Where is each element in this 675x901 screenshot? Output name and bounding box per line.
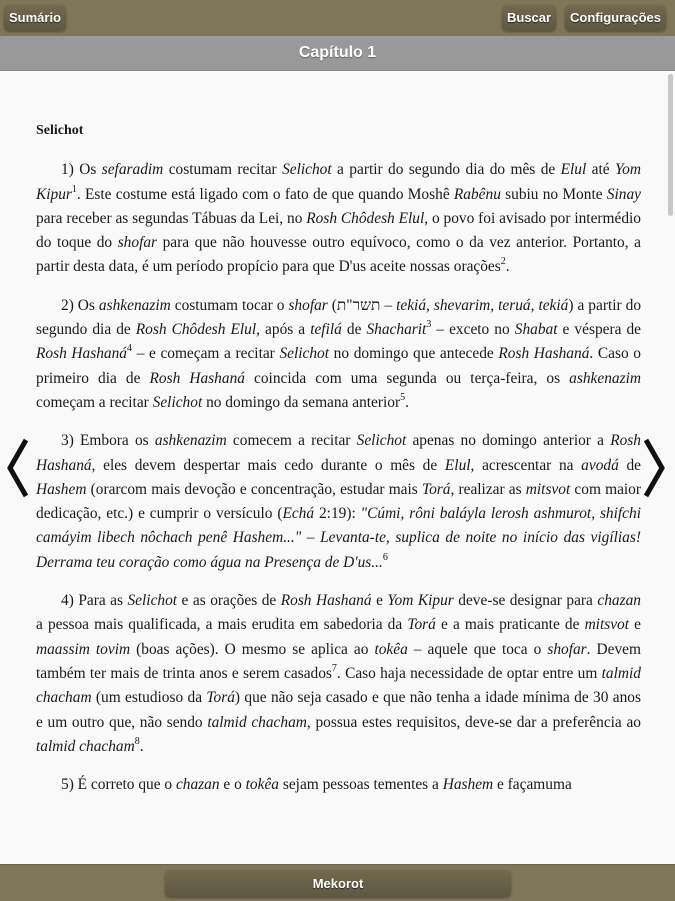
footnote-ref[interactable]: 6 (382, 551, 388, 563)
italic-term: Elul (444, 456, 471, 474)
text-run: a partir do segundo dia do mês de (331, 161, 561, 179)
paragraph (36, 158, 641, 279)
text-run: e a mais praticante de (435, 616, 585, 634)
italic-term: Selichot (152, 393, 203, 411)
italic-term: sefaradim (101, 161, 164, 179)
italic-term: talmid chacham (207, 713, 307, 731)
italic-term: ashkenazim (154, 432, 227, 450)
italic-term: Hashem (36, 480, 87, 498)
italic-term: tekiá, shevarim, teruá, tekiá (396, 296, 569, 314)
italic-term: tokêa (245, 776, 279, 794)
footnote-ref[interactable]: 4 (127, 343, 132, 355)
text-run: . (505, 258, 510, 276)
text-run: apenas no domingo anterior a (406, 432, 611, 450)
text-run: e as orações de (177, 592, 281, 610)
italic-term: Selichot (279, 345, 330, 363)
italic-term: shofar (547, 640, 587, 658)
italic-term: talmid chacham (36, 664, 641, 707)
text-run: 2) Os (61, 296, 99, 314)
text-run: (boas ações). O mesmo se aplica ao (130, 640, 375, 658)
text-run: 2:19): (314, 505, 361, 523)
chevron-left-icon (4, 436, 32, 500)
text-run: sejam pessoas tementes a (279, 776, 443, 794)
text-run: 1) Os (61, 161, 102, 179)
text-run: . Este costume está ligado com o fato de que quando Moshê (76, 185, 454, 203)
text-run: 5) É correto que o (61, 776, 176, 794)
italic-term: tefilá (310, 321, 342, 339)
text-run: com maior dedicação, etc.) e cumprir o versículo ( (36, 480, 641, 523)
text-run: costumam tocar o (170, 296, 289, 314)
italic-term: Rosh Chôdesh Elul (135, 321, 257, 339)
text-run: (um estudioso da (91, 689, 207, 707)
italic-term: shofar (117, 234, 158, 252)
italic-term: shofar (288, 296, 328, 314)
next-page-button[interactable] (640, 436, 668, 500)
text-run: e véspera de (557, 321, 642, 339)
italic-term: ashkenazim (98, 296, 171, 314)
footnote-ref[interactable]: 7 (331, 662, 337, 674)
footnote-ref[interactable]: 2 (500, 256, 506, 268)
text-run: e o (219, 776, 246, 794)
section-heading: Selichot (36, 123, 84, 138)
reading-pane[interactable] (0, 71, 675, 864)
text-run: – exceto no (431, 321, 515, 339)
italic-term: chazan (597, 592, 641, 610)
paragraph-list (36, 158, 641, 797)
sumario-button[interactable]: Sumário (4, 5, 66, 31)
italic-term: Elul (560, 161, 587, 179)
text-run: ) a partir do segundo dia de (36, 296, 642, 339)
italic-term: chazan (175, 776, 220, 794)
text-run: até (586, 161, 616, 179)
text-run: . (139, 737, 144, 755)
italic-term: Selichot (356, 432, 407, 450)
italic-term: avodá (581, 456, 619, 474)
text-run: 3) Embora os (61, 432, 155, 450)
text-run: e (371, 592, 388, 610)
italic-term: Yom Kipur (36, 161, 641, 203)
settings-button[interactable]: Configurações (565, 5, 666, 31)
text-run: 4) Para as (61, 592, 128, 610)
italic-term: mitsvot (584, 616, 630, 634)
text-run: e (629, 616, 641, 634)
text-run: , possua estes requisitos, deve-se dar a preferência ao (306, 713, 641, 731)
italic-term: maassim tovim (36, 640, 131, 658)
italic-term: Shabat (514, 321, 558, 339)
footnote-ref[interactable]: 3 (426, 319, 432, 331)
text-run: – e começam a recitar (132, 345, 280, 363)
italic-term: Torá (206, 689, 235, 707)
text-run: subiu no Monte (500, 185, 607, 203)
text-run: , após a (256, 321, 311, 339)
text-run: e façamuma (493, 776, 572, 794)
italic-term: Rosh Hashaná (498, 345, 590, 363)
text-run: , acrescentar na (470, 456, 582, 474)
text-run: no domingo da semana anterior (202, 393, 401, 411)
text-run: de (618, 456, 642, 474)
footnote-ref[interactable]: 1 (71, 183, 77, 195)
chapter-title: Capítulo 1 (0, 36, 675, 71)
text-run: comecem a recitar (226, 432, 357, 450)
search-button[interactable]: Buscar (502, 5, 556, 31)
italic-term: Rosh Chôdesh Elul (306, 209, 425, 227)
italic-term: Shacharit (366, 321, 427, 339)
italic-term: Rosh Hashaná (149, 369, 245, 387)
footnote-ref[interactable]: 8 (134, 735, 140, 747)
footnote-ref[interactable]: 5 (400, 391, 406, 403)
previous-page-button[interactable] (4, 436, 32, 500)
text-run: (תשר"ת – (327, 296, 397, 314)
text-run: – aquele que toca o (407, 640, 548, 658)
italic-term: tokêa (374, 640, 408, 658)
paragraph (36, 294, 641, 415)
text-run: no domingo que antecede (329, 345, 499, 363)
italic-term: mitsvot (525, 480, 571, 498)
text-run: . Devem também ter mais de trinta anos e serem casados (36, 640, 641, 682)
text-run: , eles devem despertar mais cedo durante o mês de (91, 456, 445, 474)
text-run: , o povo foi avisado por intermédio do toque do (36, 209, 641, 252)
text-run: começam a recitar (36, 393, 153, 411)
scrollbar-thumb[interactable] (668, 74, 673, 216)
text-run: deve-se designar para (453, 592, 598, 610)
paragraph (36, 589, 641, 759)
article-body (36, 119, 641, 811)
paragraph (36, 429, 641, 575)
top-toolbar (0, 0, 675, 36)
italic-term: ashkenazim (569, 369, 641, 387)
text-run: coincida com uma segunda ou terça-feira, os (244, 369, 570, 387)
text-run: para que não houvesse outro equívoco, como o da vez anterior. Portanto, a partir desta data, é um período propício para que D'us aceite nossas orações (36, 234, 641, 276)
italic-term: Rosh Hashaná (280, 592, 372, 610)
paragraph (36, 773, 641, 797)
italic-term: Echá (282, 505, 315, 523)
text-run: para receber as segundas Tábuas da Lei, no (36, 209, 307, 227)
italic-term: Yom Kipur (387, 592, 454, 610)
bottom-toolbar (0, 864, 675, 901)
text-run: costumam recitar (163, 161, 283, 179)
italic-term: Hashem (442, 776, 494, 794)
text-run: de (341, 321, 367, 339)
text-run: . Caso o primeiro dia de (36, 345, 641, 387)
chevron-right-icon (640, 436, 668, 500)
mekorot-button[interactable]: Mekorot (165, 870, 511, 897)
italic-term: Torá (421, 480, 451, 498)
text-run: (orarcom mais devoção e concentração, estudar mais (86, 480, 422, 498)
italic-term: Rosh Hashaná (36, 432, 641, 474)
italic-term: Rabênu (453, 185, 501, 203)
text-run: a pessoa mais qualificada, a mais erudita em sabedoria da (36, 616, 408, 634)
italic-term: talmid chacham (36, 737, 135, 755)
text-run: . (405, 393, 409, 411)
italic-term: Sinay (606, 185, 641, 203)
italic-term: Rosh Hashaná (36, 345, 127, 363)
italic-term: "Cúmi, rôni baláyla lerosh ashmurot, shifchi camáyim libech nôchach penê Hashem..." – Levanta-te, suplica de noite no início das vigílias! Derrama teu coração como água na Presença de D'us... (36, 505, 641, 571)
text-run: ) que não seja casado e que não tenha a idade mínima de 30 anos e um outro que, não sendo (36, 689, 641, 731)
italic-term: Selichot (127, 592, 178, 610)
text-run: , realizar as (450, 480, 526, 498)
italic-term: Torá (407, 616, 436, 634)
italic-term: Selichot (282, 161, 332, 179)
text-run: . Caso haja necessidade de optar entre um (336, 664, 602, 682)
